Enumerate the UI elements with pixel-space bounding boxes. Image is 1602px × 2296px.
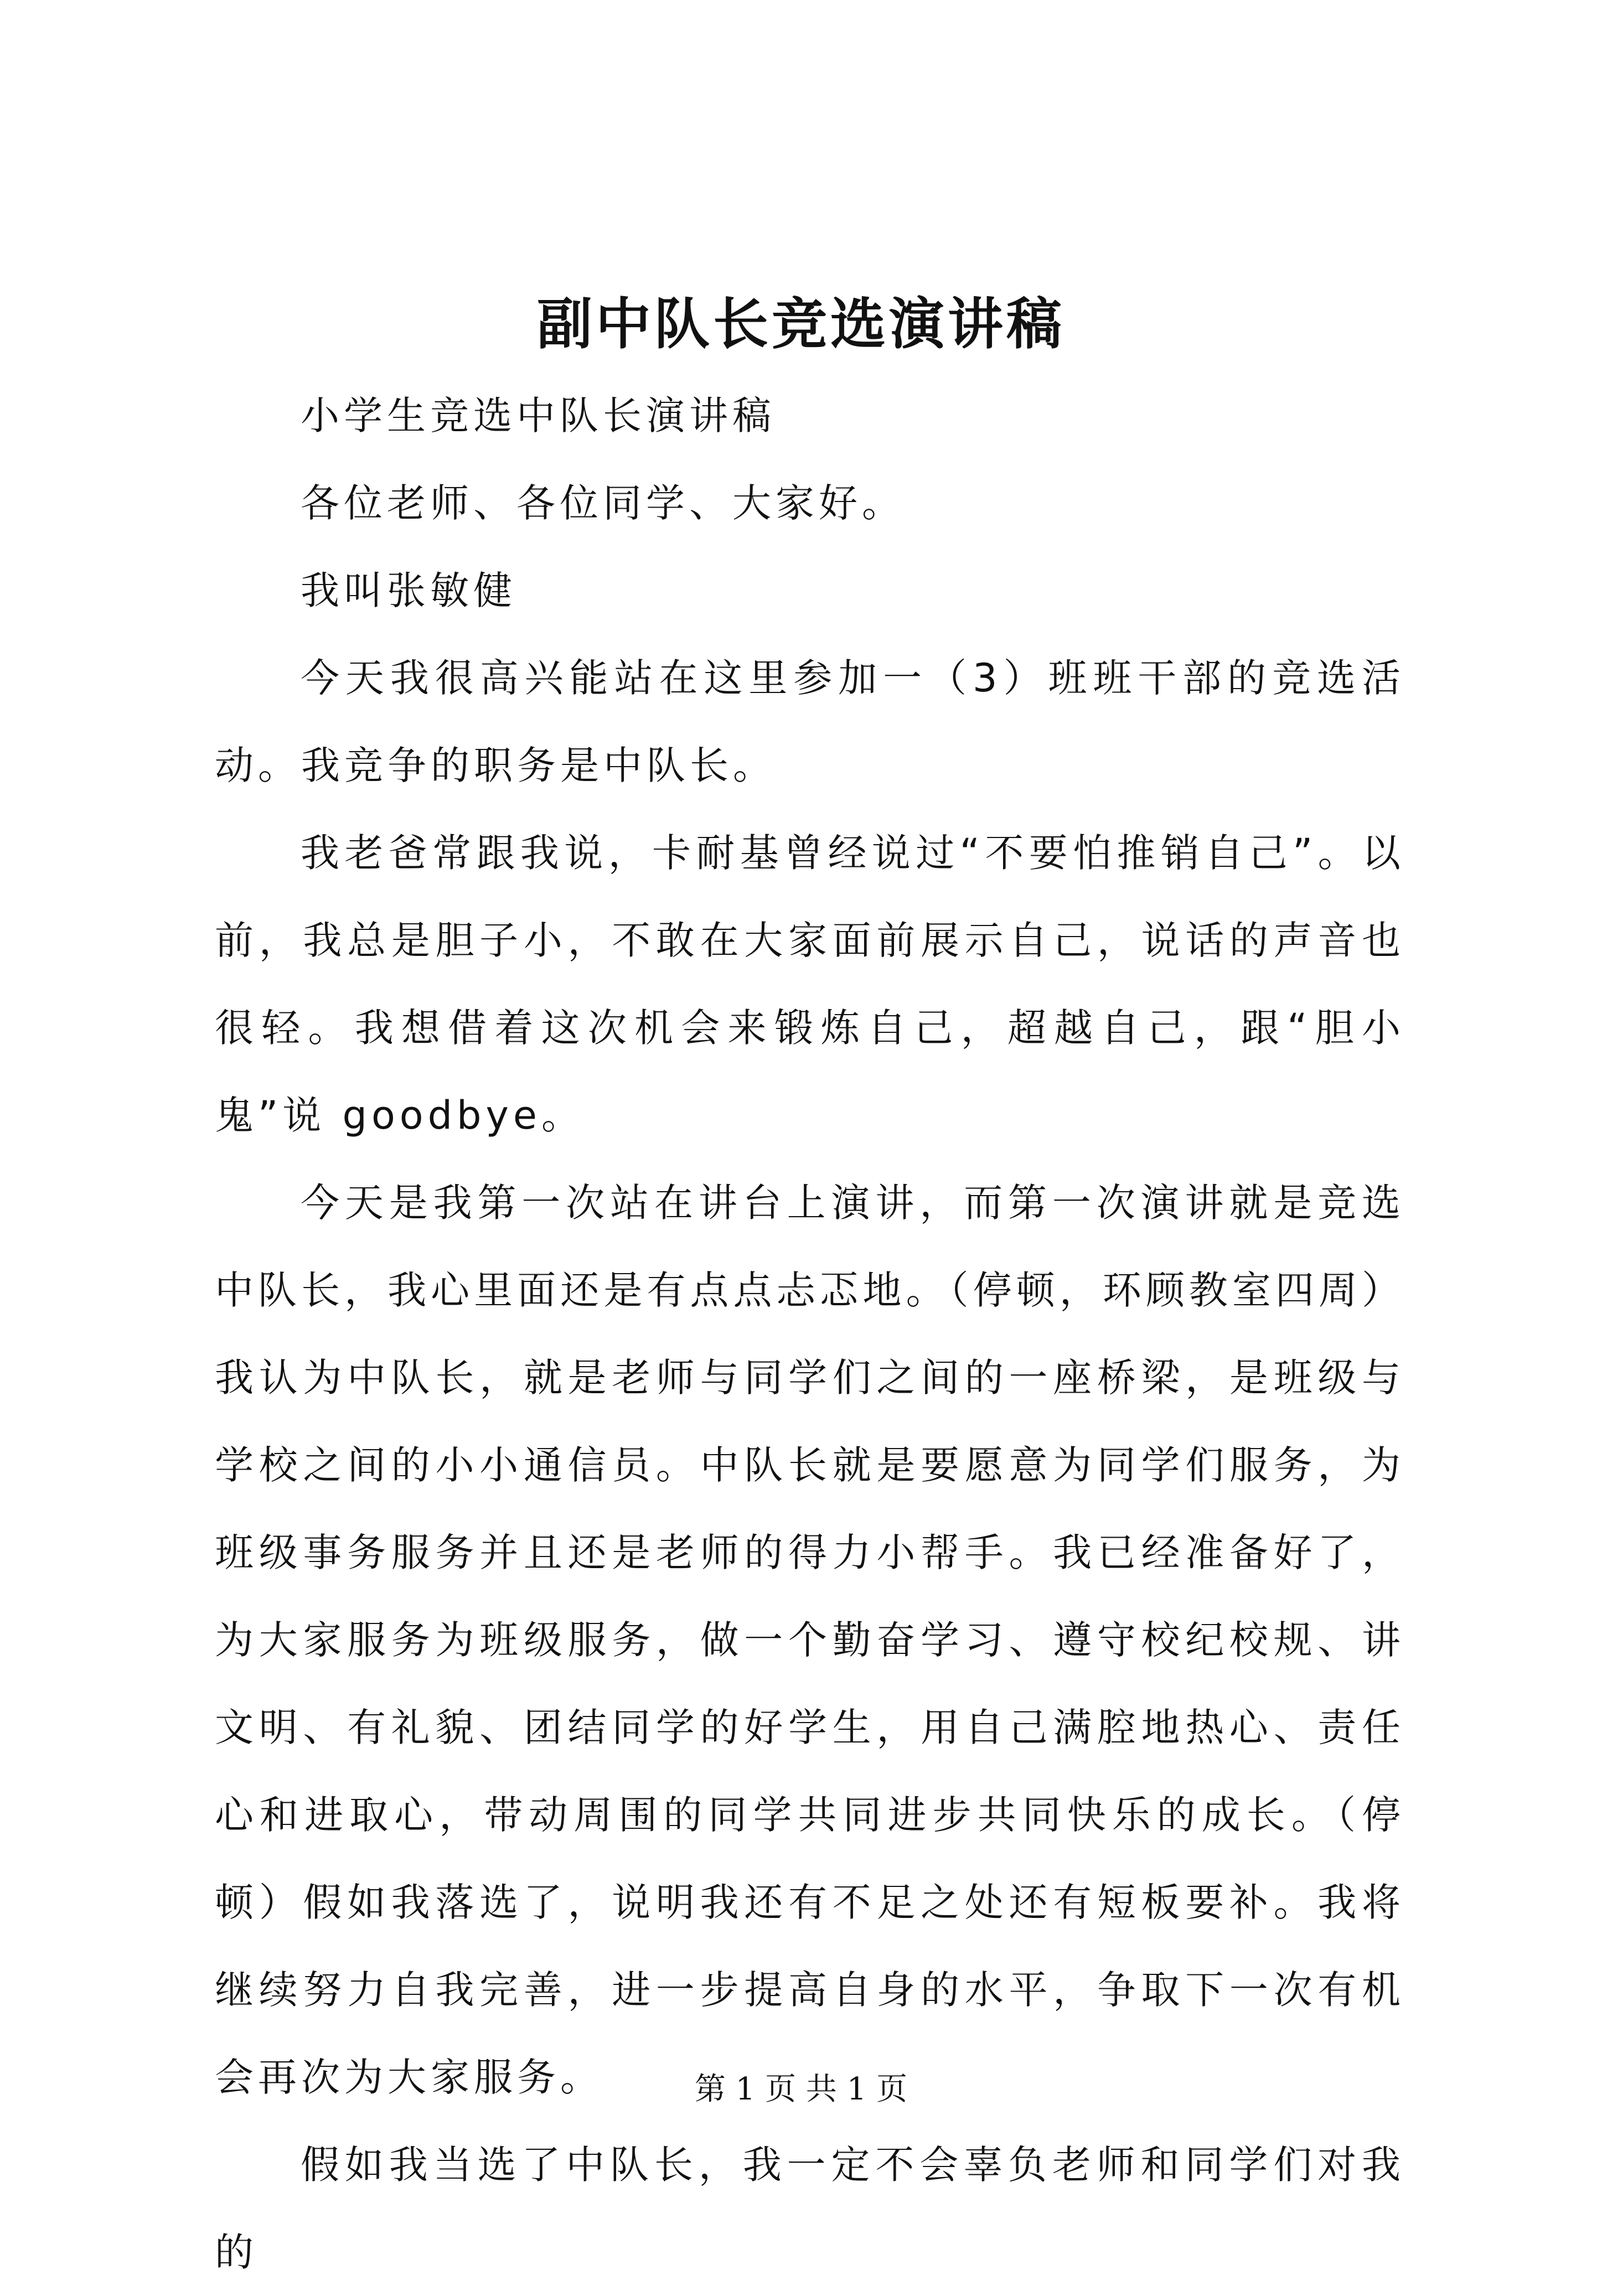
paragraph: 各位老师、各位同学、大家好。 — [301, 480, 905, 526]
paragraph: 小学生竞选中队长演讲稿 — [301, 393, 776, 438]
paragraph: 今天我很高兴能站在这里参加一（3）班班干部的竞选活动。我竞争的职务是中队长。 — [215, 655, 1405, 788]
paragraph: 今天是我第一次站在讲台上演讲，而第一次演讲就是竞选中队长，我心里面还是有点点忐忑地。（停顿，环顾教室四周）我认为中队长，就是老师与同学们之间的一座桥梁，是班级与学校之间的小小通信员。中队长就是要愿意为同学们服务，为班级事务服务并且还是老师的得力小帮手。我已经准备好了，为大家服务为班级服务，做一个勤奋学习、遵守校纪校规、讲文明、有礼貌、团结同学的好学生，用自己满腔地热心、责任心和进取心，带动周围的同学共同进步共同快乐的成长。（停顿）假如我落选了，说明我还有不足之处还有短板要补。我将继续努力自我完善，进一步提高自身的水平，争取下一次有机会再次为大家服务。 — [215, 1180, 1405, 2100]
document-body — [215, 372, 1405, 2296]
paragraph: 我老爸常跟我说，卡耐基曾经说过“不要怕推销自己”。以前，我总是胆子小，不敢在大家面前展示自己，说话的声音也很轻。我想借着这次机会来锻炼自己，超越自己，跟“胆小鬼”说 goodbye。 — [215, 830, 1405, 1138]
paragraph: 我叫张敏健 — [301, 568, 516, 613]
page-footer: 第 1 页 共 1 页 — [694, 2071, 908, 2107]
paragraph: 假如我当选了中队长，我一定不会辜负老师和同学们对我的 — [215, 2142, 1405, 2275]
document-title: 副中队长竞选演讲稿 — [537, 291, 1065, 356]
